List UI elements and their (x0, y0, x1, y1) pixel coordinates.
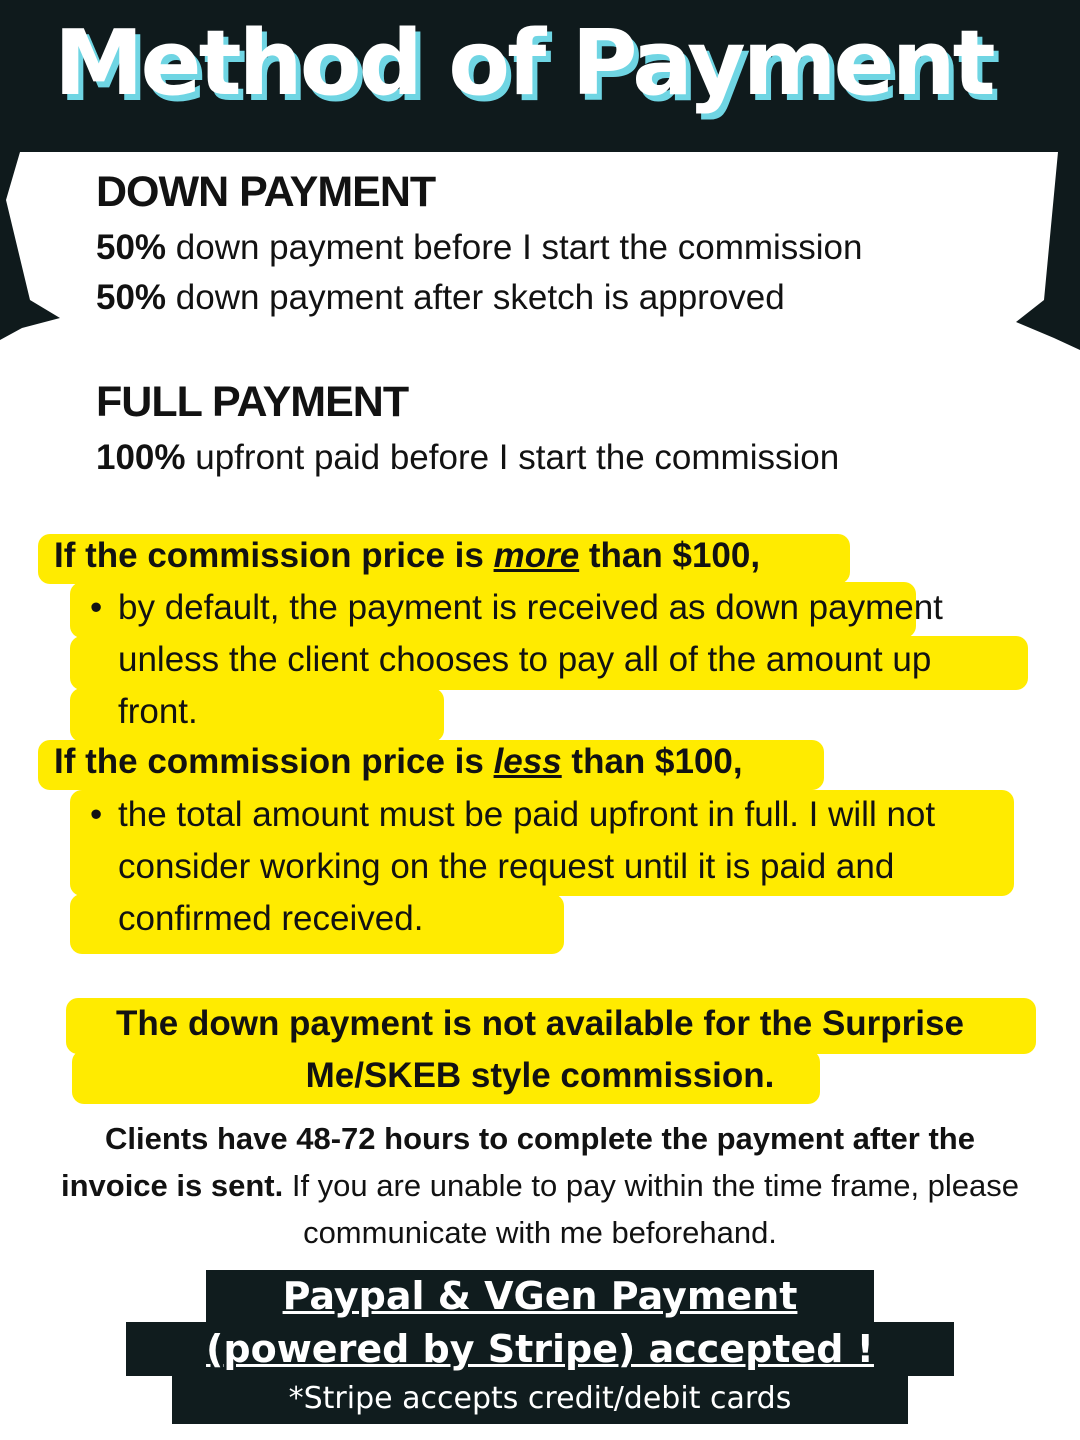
payment-methods-line: (powered by Stripe) accepted ! (206, 1327, 874, 1371)
down-payment-heading: DOWN PAYMENT (96, 168, 436, 216)
payment-deadline-note: Clients have 48-72 hours to complete the payment after the invoice is sent. If you are unable to pay within the time frame, please communicate with me beforehand. (60, 1121, 1020, 1250)
condition-less-heading: If the commission price is less than $100, (54, 742, 743, 781)
stripe-footnote: *Stripe accepts credit/debit cards (288, 1381, 792, 1416)
condition-less-bullet: • the total amount must be paid upfront in full. I will not consider working on the request until it is paid and confirmed received. (90, 795, 936, 938)
surprise-me-note: The down payment is not available for the Surprise Me/SKEB style commission. (116, 1004, 964, 1095)
page-title: Method of Payment (54, 11, 993, 116)
full-payment-line: 100% upfront paid before I start the commission (96, 438, 840, 477)
payment-methods-line: Paypal & VGen Payment (282, 1274, 798, 1318)
down-payment-line: 50% down payment after sketch is approved (96, 278, 785, 317)
condition-more-bullet: • by default, the payment is received as down payment unless the client chooses to pay all of the amount up front. (90, 588, 943, 731)
full-payment-heading: FULL PAYMENT (96, 378, 409, 426)
condition-more-heading: If the commission price is more than $100, (54, 536, 761, 575)
down-payment-line: 50% down payment before I start the commission (96, 228, 863, 267)
